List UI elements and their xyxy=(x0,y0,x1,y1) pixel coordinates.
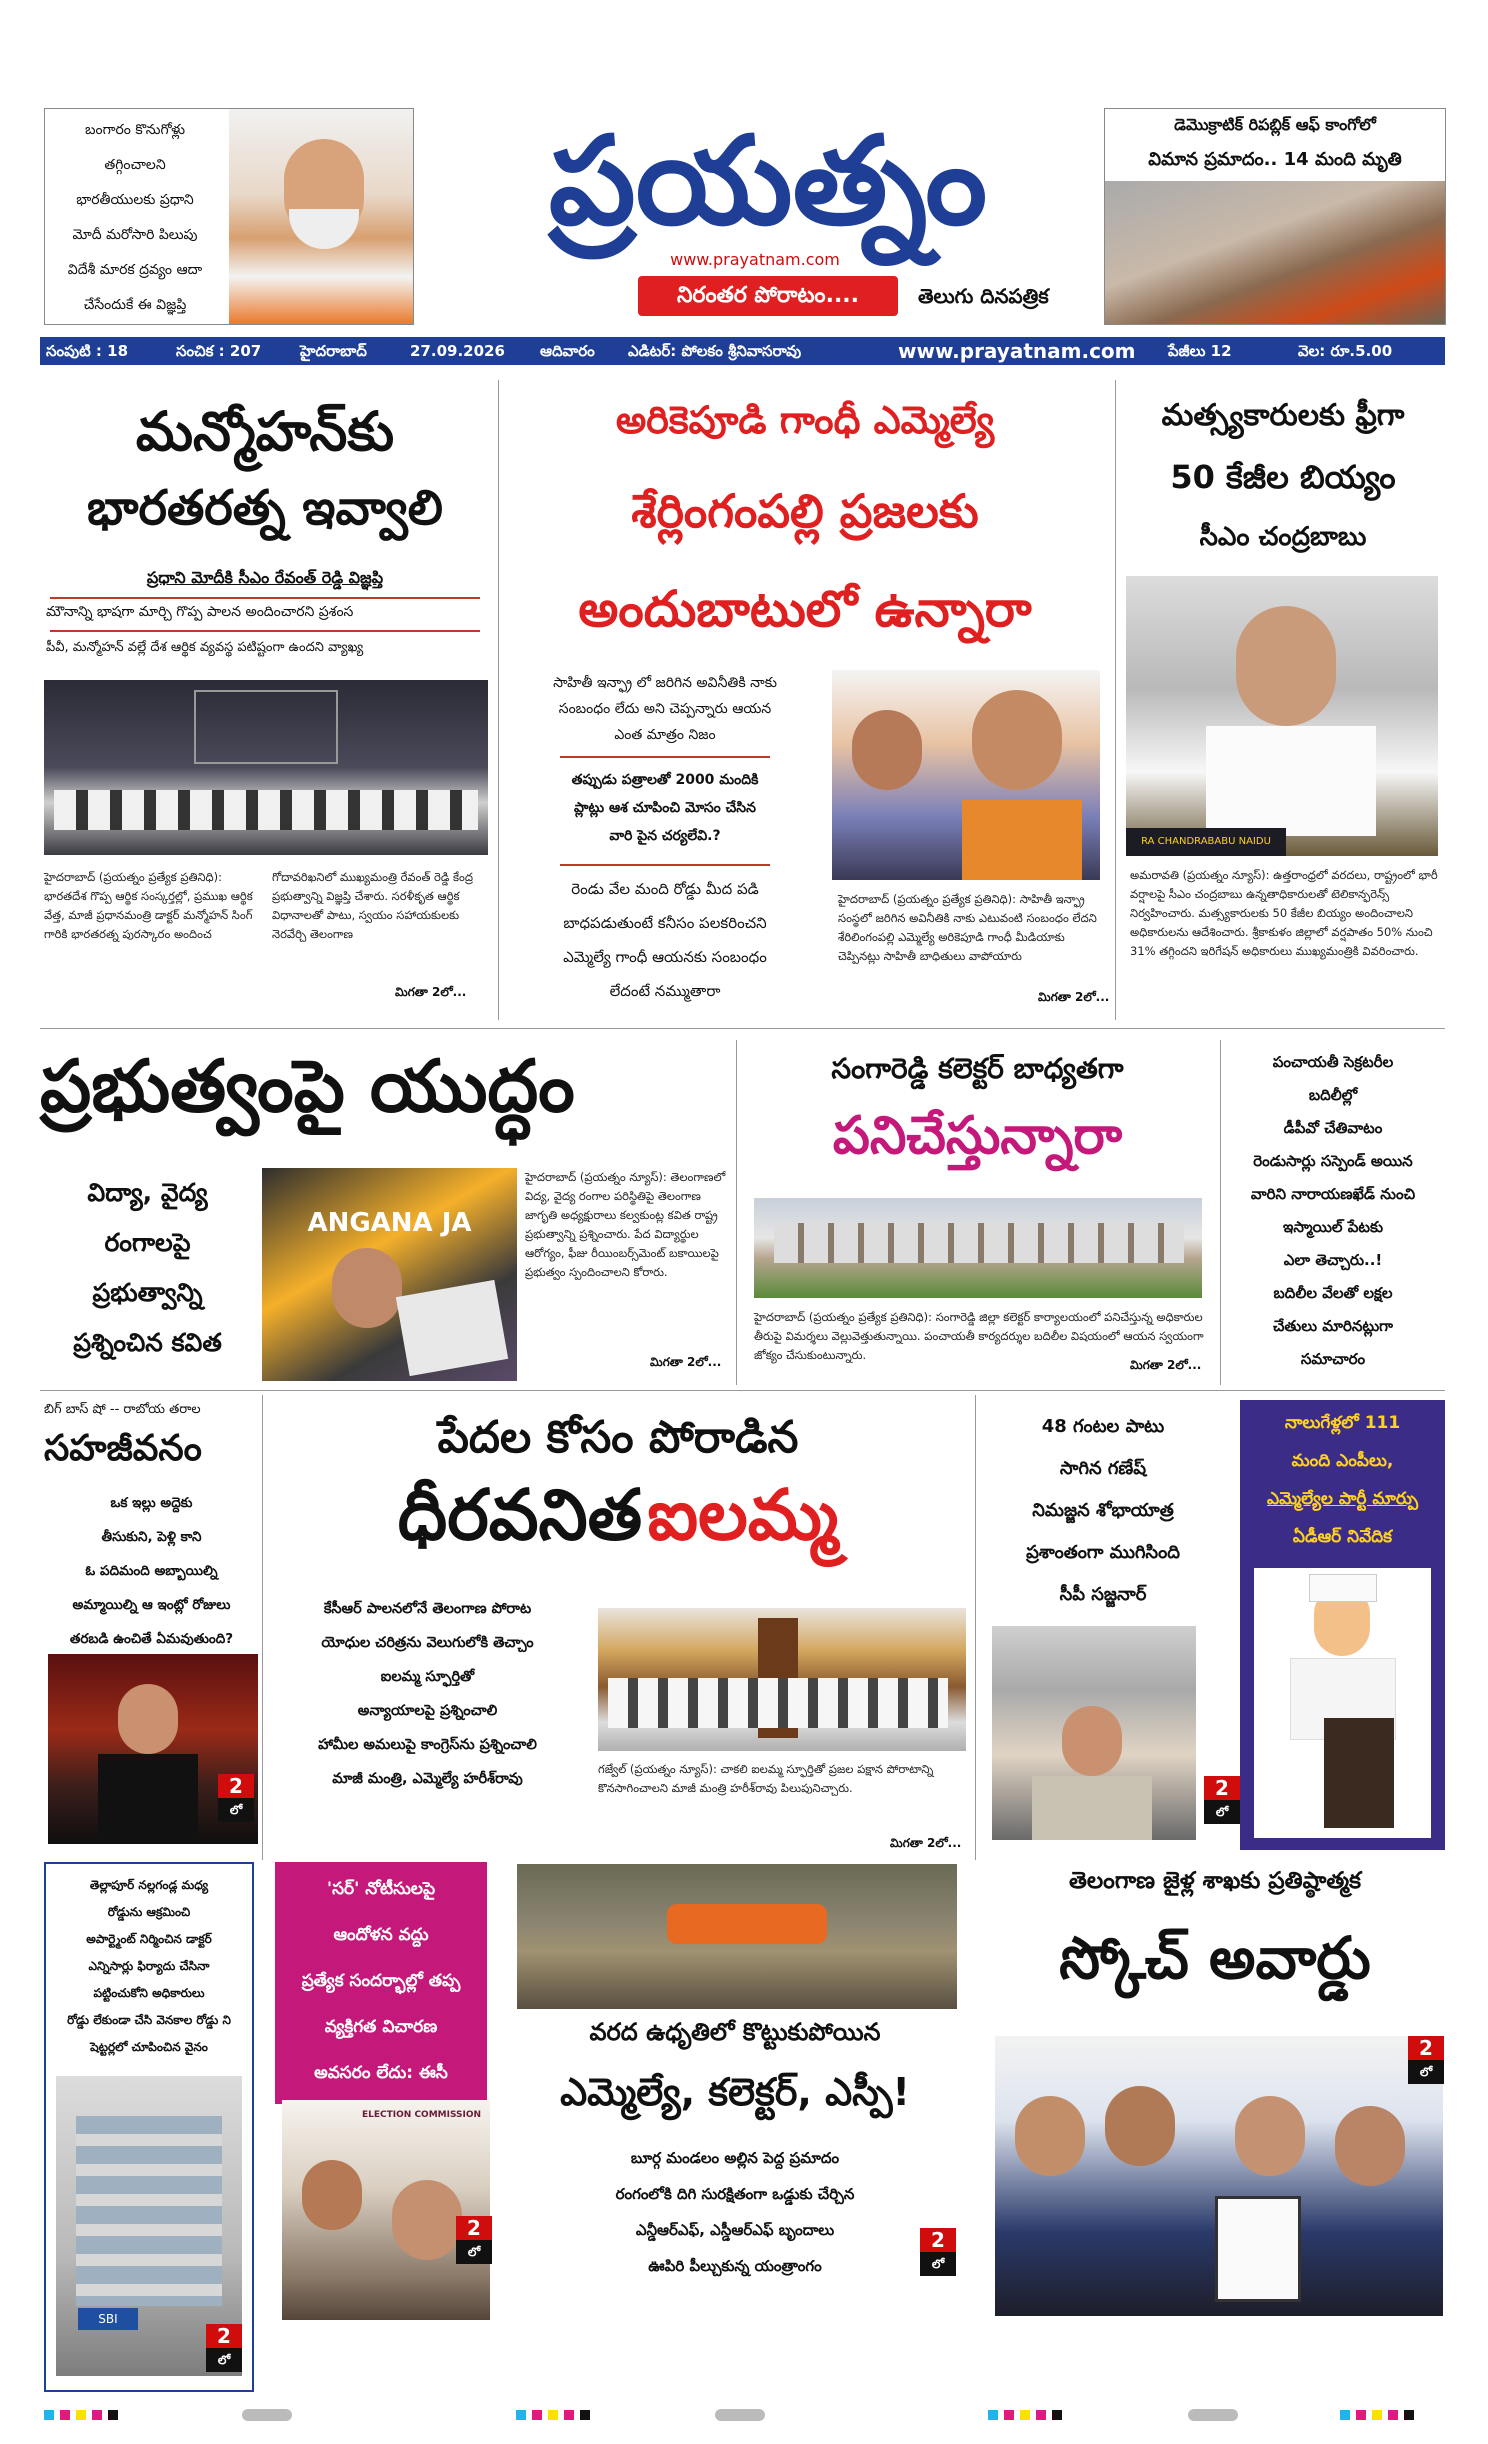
pages: పేజీలు 12 xyxy=(1168,342,1232,360)
story14-headline: స్కోచ్ అవార్డు xyxy=(1059,1924,1371,1992)
story2-more[interactable]: మిగతా 2లో... xyxy=(1038,990,1110,1004)
story1-photo xyxy=(44,680,488,855)
story12-photo xyxy=(282,2100,490,2320)
story11-box xyxy=(44,1862,254,2392)
story2-quote3: రెండు వేల మంది రోడ్డు మీద పడి బాధపడుతుంటే కనీసం పలకరించని ఎమ్మెల్యే గాంధీ ఆయనకు సంబంధం లేదంటే నమ్ముతారా xyxy=(563,880,767,1000)
story7-headline: సహజీవనం xyxy=(44,1428,202,1469)
story11-sign: SBI xyxy=(78,2308,138,2330)
story8-more[interactable]: మిగతా 2లో... xyxy=(890,1836,962,1850)
story13-kicker: వరద ఉధృతిలో కొట్టుకుపోయిన xyxy=(589,2018,881,2046)
story10-lines: నాలుగేళ్లలో 111 మంది ఎంపీలు, ఎమ్మెల్యేల పార్టీ మార్పు ఏడీఆర్ నివేదిక xyxy=(1267,1413,1418,1547)
website[interactable]: www.prayatnam.com xyxy=(898,339,1136,363)
story2-body: హైదరాబాద్ (ప్రయత్నం ప్రత్యేక ప్రతినిధి): సాహితీ ఇన్ఫ్రా సంస్థలో జరిగిన అవినీతికి నాకు ఎటువంటి సంబంధం లేదని శేరిలింగంపల్లి ఎమ్మెల్యే అరికెపూడి గాంధీ మీడియాకు చెప్పినట్లు సాహితీ బాధితులు వాపోయారు xyxy=(838,892,1097,963)
story8-headline2b: ఐలమ్మ xyxy=(647,1474,839,1556)
story10-illustration xyxy=(1254,1568,1431,1838)
story7-lines: ఒక ఇల్లు అద్దెకు తీసుకుని, పెళ్లి కాని ఓ పదిమంది అబ్బాయిల్ని అమ్మాయిల్ని ఆ ఇంట్లో రోజులు తరబడి ఉంచితే ఏమవుతుంది? xyxy=(69,1495,234,1647)
story5-headline1: సంగారెడ్డి కలెక్టర్ బాధ్యతగా xyxy=(831,1052,1124,1085)
story1-body-col2: గోదావరిఖనిలో ముఖ్యమంత్రి రేవంత్ రెడ్డి కేంద్ర ప్రభుత్వాన్ని విజ్ఞప్తి చేశారు. సరళీకృత ఆర్థిక విధానాలతో పాటు, స్వయం సహాయకులకు నెరవేర్చి తెలంగాణ xyxy=(272,870,473,941)
story8-headline1: పేదల కోసం పోరాడిన xyxy=(437,1412,799,1463)
price: వెల: రూ.5.00 xyxy=(1298,342,1393,360)
story7-more-badge[interactable]: 2 లో xyxy=(218,1774,254,1822)
story12-more-badge[interactable]: 2 లో xyxy=(456,2216,492,2264)
left-teaser xyxy=(44,108,414,325)
story1-point2: పీవీ, మన్మోహన్ వల్లే దేశ ఆర్థిక వ్యవస్థ పటిష్టంగా ఉందని వ్యాఖ్య xyxy=(46,640,364,655)
story4-photo-banner: ANGANA JA xyxy=(307,1208,472,1238)
story14-photo xyxy=(995,2036,1443,2316)
crash-photo xyxy=(1105,181,1445,324)
story13-lines: బూర్గ మండలం అల్లిన పెద్ద ప్రమాదం రంగంలోకి దిగి సురక్షితంగా ఒడ్డుకు చేర్చిన ఎన్డీఆర్ఎఫ్, ఎస్డీఆర్ఎఫ్ బృందాలు ఊపిరి పీల్చుకున్న యంత్రాంగం xyxy=(615,2149,855,2275)
info-bar xyxy=(40,337,1445,365)
story1-sub: ప్రధాని మోదీకి సీఎం రేవంత్ రెడ్డి విజ్ఞప్తి xyxy=(146,568,384,587)
logo: ప్రయత్నం xyxy=(548,110,988,252)
story1-body-col1: హైదరాబాద్ (ప్రయత్నం ప్రత్యేక ప్రతినిధి): భారతదేశ గొప్ప ఆర్థిక సంస్కర్తల్లో, ప్రముఖ ఆర్థిక వేత్త, మాజీ ప్రధానమంత్రి డాక్టర్ మన్మోహన్ సింగ్ గారికి భారతరత్న పురస్కారం అందించ xyxy=(44,870,253,941)
story1-headline2: భారతరత్న ఇవ్వాలి xyxy=(87,480,443,536)
masthead-subtitle: తెలుగు దినపత్రిక xyxy=(918,284,1049,308)
city: హైదరాబాద్ xyxy=(300,342,367,360)
story3-headline2: 50 కేజీల బియ్యం xyxy=(1170,458,1396,496)
story2-headline1: అరికెపూడి గాంధీ ఎమ్మెల్యే xyxy=(615,398,995,442)
story1-more[interactable]: మిగతా 2లో... xyxy=(395,985,467,999)
story4-lines: విద్యా, వైద్య రంగాలపై ప్రభుత్వాన్ని ప్రశ్నించిన కవిత xyxy=(73,1178,222,1357)
story5-photo xyxy=(754,1198,1202,1298)
story4-more[interactable]: మిగతా 2లో... xyxy=(650,1355,722,1369)
story14-more-badge[interactable]: 2 లో xyxy=(1408,2036,1444,2084)
editor: ఎడిటర్: పోలకం శ్రీనివాసరావు xyxy=(628,342,802,360)
story4-photo xyxy=(262,1168,517,1381)
modi-photo xyxy=(229,109,413,324)
story5-body: హైదరాబాద్ (ప్రయత్నం ప్రత్యేక ప్రతినిధి): సంగారెడ్డి జిల్లా కలెక్టర్ కార్యాలయంలో పనిచేస్తున్న అధికారుల తీరుపై విమర్శలు వెల్లువెత్తుతున్నాయి. పంచాయతీ కార్యదర్శుల బదిలీల విషయంలో ఆయన స్వయంగా జోక్యం చేసుకుంటున్నారు. xyxy=(754,1310,1204,1362)
date: 27.09.2026 xyxy=(410,342,505,360)
story8-lines: కేసీఆర్ పాలనలోనే తెలంగాణ పోరాట యోధుల చరిత్రను వెలుగులోకి తెచ్చాం ఐలమ్మ స్ఫూర్తితో అన్యాయాలపై ప్రశ్నించాలి హామీల అమలుపై కాంగ్రెస్‌ను ప్రశ్నించాలి మాజీ మంత్రి, ఎమ్మెల్యే హరీశ్‌రావు xyxy=(318,1601,537,1787)
left-teaser-text: బంగారం కొనుగోళ్లు తగ్గించాలని భారతీయులకు ప్రధాని మోదీ మరోసారి పిలుపు విదేశీ మారక ద్రవ్యం ఆదా చేసేందుకే ఈ విజ్ఞప్తి xyxy=(67,122,203,313)
story2-headline2: శేర్లింగంపల్లి ప్రజలకు xyxy=(631,484,979,538)
story8-headline2 xyxy=(268,1474,968,1574)
day: ఆదివారం xyxy=(540,342,595,360)
volume: సంపుటి : 18 xyxy=(46,342,129,360)
story5-more[interactable]: మిగతా 2లో... xyxy=(1130,1358,1202,1372)
story9-lines: 48 గంటల పాటు సాగిన గణేష్ నిమజ్జన శోభాయాత్ర ప్రశాంతంగా ముగిసింది సీపీ సజ్జనార్ xyxy=(1026,1416,1180,1605)
story7-kicker: బిగ్ బాస్ షో -- రాబోయ తరాల xyxy=(44,1402,201,1417)
story9-more-badge[interactable]: 2 లో xyxy=(1204,1776,1240,1824)
story1-point1: మౌనాన్ని భాషగా మార్చి గొప్ప పాలన అందించారని ప్రశంస xyxy=(46,604,354,620)
story2-quote1: సాహితీ ఇన్ఫ్రా లో జరిగిన అవినీతికి నాకు సంబంధం లేదు అని చెప్పన్నారు ఆయన ఎంత మాత్రం నిజం xyxy=(553,675,777,743)
story3-photo xyxy=(1126,576,1438,856)
story2-photo xyxy=(832,670,1100,880)
story11-lines: తెల్లాపూర్ నల్లగండ్ల మధ్య రోడ్డును ఆక్రమించి అపార్ట్మెంట్ నిర్మించిన డాక్టర్ ఎన్నిసార్లు ఫిర్యాదు చేసినా పట్టించుకోని అధికారులు రోడ్డు లేకుండా చేసి వెనకాల రోడ్డు ని షెట్టర్లలో చూపించిన వైనం xyxy=(67,1878,231,2054)
story8-photo xyxy=(598,1608,966,1751)
story8-body: గజ్వేల్ (ప్రయత్నం న్యూస్): చాకలి ఐలమ్మ స్ఫూర్తితో ప్రజల పక్షాన పోరాటాన్ని కొనసాగించాలని మాజీ మంత్రి హరీశ్‌రావు పిలుపునిచ్చారు. xyxy=(598,1762,934,1795)
story14-kicker: తెలంగాణ జైళ్ల శాఖకు ప్రతిష్ఠాత్మక xyxy=(1068,1868,1362,1894)
story5-headline2: పనిచేస్తున్నారా xyxy=(832,1106,1123,1166)
story2-headline3: అందుబాటులో ఉన్నారా xyxy=(578,580,1032,638)
right-teaser-line1: డెమొక్రాటిక్ రిపబ్లిక్ ఆఫ్ కాంగోలో xyxy=(1174,115,1376,134)
story12-box xyxy=(275,1862,487,2104)
story3-photo-caption: RA CHANDRABABU NAIDU xyxy=(1126,828,1286,856)
masthead-url[interactable]: www.prayatnam.com xyxy=(670,250,840,269)
story6-lines: పంచాయతీ సెక్రటరీల బదిలీల్లో డీపీవో చేతివాటం రెండుసార్లు సస్పెండ్ అయిన వారిని నారాయణఖేడ్ నుంచి ఇస్మాయిల్ పేటకు ఎలా తెచ్చారు..! బదిలీల వేలతో లక్షల చేతులు మారినట్లుగా సమాచారం xyxy=(1250,1053,1416,1368)
story3-headline3: సీఎం చంద్రబాబు xyxy=(1199,522,1367,552)
story4-headline: ప్రభుత్వంపై యుద్ధం xyxy=(40,1044,575,1128)
story12-banner: ELECTION COMMISSION xyxy=(362,2110,482,2120)
story13-photo xyxy=(517,1864,957,2009)
story9-photo xyxy=(992,1626,1196,1840)
story8-headline2a: ధీరవనిత xyxy=(397,1474,643,1556)
tagline: నిరంతర పోరాటం.... xyxy=(638,276,898,316)
story3-headline1: మత్స్యకారులకు ఫ్రీగా xyxy=(1161,398,1405,433)
right-teaser-line2: విమాన ప్రమాదం.. 14 మంది మృతి xyxy=(1148,149,1402,170)
issue: సంచిక : 207 xyxy=(176,342,262,360)
story13-headline: ఎమ్మెల్యే, కలెక్టర్, ఎస్పీ! xyxy=(560,2070,910,2114)
story11-more-badge[interactable]: 2 లో xyxy=(206,2324,242,2372)
right-teaser xyxy=(1104,108,1446,325)
story12-lines: 'సర్' నోటీసులపై ఆందోళన వద్దు ప్రత్యేక సందర్భాల్లో తప్ప వ్యక్తిగత విచారణ అవసరం లేదు: ఈసీ xyxy=(301,1879,461,2083)
story10-box xyxy=(1240,1400,1445,1850)
story1-headline1: మన్మోహన్‌కు xyxy=(135,400,395,463)
story3-body: అమరావతి (ప్రయత్నం న్యూస్): ఉత్తరాంధ్రలో వరదలు, రాష్ట్రంలో భారీ వర్షాలపై సీఎం చంద్రబాబు ఉన్నతాధికారులతో టెలికాన్ఫరెన్స్ నిర్వహించారు. మత్స్యకారులకు 50 కేజీల బియ్యం అందించాలని అధికారులను ఆదేశించారు. శ్రీకాకుళం జిల్లాలో వర్షపాతం 50% నుంచి 31% తగ్గిందని ఇరిగేషన్ అధికారులు ముఖ్యమంత్రికి వివరించారు. xyxy=(1130,868,1438,958)
story13-more-badge[interactable]: 2 లో xyxy=(920,2228,956,2276)
story2-quote2: తప్పుడు పత్రాలతో 2000 మందికి ప్లాట్లు ఆశ చూపించి మోసం చేసిన వారి పైన చర్యలేవి.? xyxy=(571,772,759,844)
story4-body: హైదరాబాద్ (ప్రయత్నం న్యూస్): తెలంగాణలో విద్య, వైద్య రంగాల పరిస్థితిపై తెలంగాణ జాగృతి అధ్యక్షురాలు కల్వకుంట్ల కవిత రాష్ట్ర ప్రభుత్వాన్ని ప్రశ్నించారు. పేద విద్యార్థుల ఆరోగ్యం, ఫీజు రీయింబర్స్‌మెంట్ బకాయిలపై ప్రభుత్వం స్పందించాలని కోరారు. xyxy=(525,1170,726,1279)
